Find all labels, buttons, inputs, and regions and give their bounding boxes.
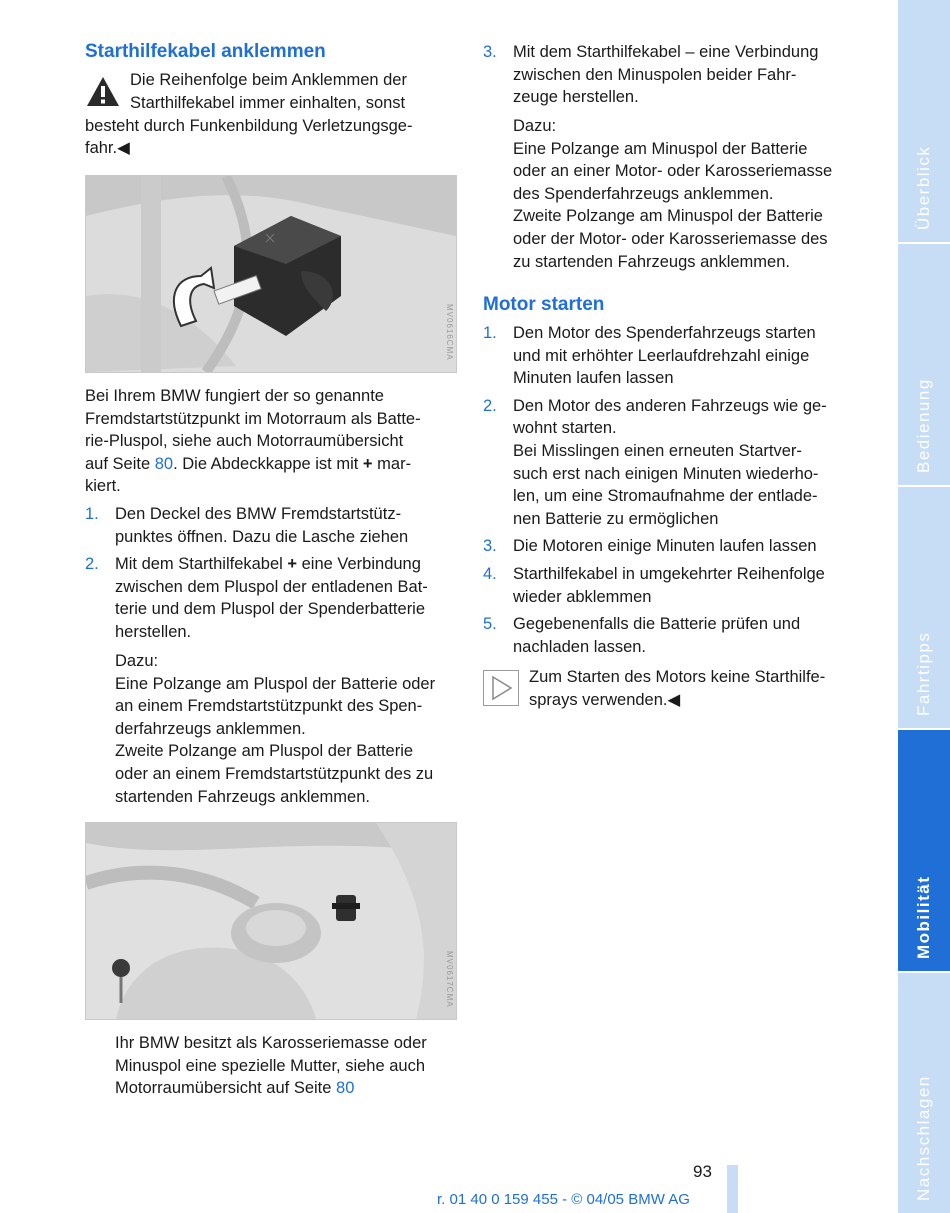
intro-line: Bei Ihrem BMW fungiert der so genannte bbox=[85, 387, 384, 405]
footer-copyright: r. 01 40 0 159 455 - © 04/05 BMW AG bbox=[437, 1191, 690, 1208]
tab-ueberblick[interactable]: Überblick bbox=[898, 0, 950, 242]
intro-paragraph bbox=[85, 385, 455, 498]
dazu-label: Dazu: bbox=[115, 652, 159, 670]
plus-symbol: + bbox=[362, 454, 373, 473]
page-link-80[interactable]: 80 bbox=[154, 454, 174, 473]
page-marker-bar bbox=[727, 1165, 738, 1213]
list-item: 5. Gegebenenfalls die Batterie prüfen und nachladen lassen. bbox=[483, 615, 801, 656]
note-line-1: Zum Starten des Motors keine Starthilfe- bbox=[529, 668, 826, 686]
intro-line: Fremdstartstützpunkt im Motorraum als Batte- bbox=[85, 409, 421, 428]
list-item: 2. Mit dem Starthilfekabel + eine Verbindung zwischen dem Pluspol der entladenen Bat- terie und dem Pluspol der Spenderbatterie herstellen. bbox=[85, 555, 428, 641]
dazu-label: Dazu: bbox=[513, 117, 557, 135]
tab-mobilitaet[interactable]: Mobilität bbox=[898, 730, 950, 971]
right-steps-list bbox=[483, 322, 863, 663]
step-number: 1. bbox=[483, 324, 497, 342]
page-number: 93 bbox=[693, 1162, 712, 1181]
ground-paragraph: Ihr BMW besitzt als Karosseriemasse oder Minuspol eine spezielle Mutter, siehe auch Motorraumübersicht auf Seite 80 bbox=[115, 1034, 427, 1098]
list-item: 3. Mit dem Starthilfekabel – eine Verbindung zwischen den Minuspolen beider Fahr- zeuge herstellen. bbox=[483, 43, 819, 107]
step-number: 5. bbox=[483, 615, 497, 634]
warning-line-3: besteht durch Funkenbildung Verletzungsge- bbox=[85, 117, 413, 135]
step-number: 4. bbox=[483, 564, 497, 583]
note-icon bbox=[483, 670, 519, 706]
page-link-80[interactable]: 80 bbox=[336, 1079, 355, 1098]
tab-nachschlagen[interactable]: Nachschlagen bbox=[898, 973, 950, 1213]
photo-code: MV0616CMA bbox=[445, 304, 454, 361]
tab-fahrtipps[interactable]: Fahrtipps bbox=[898, 487, 950, 728]
list-item: 2. Den Motor des anderen Fahrzeugs wie ge- wohnt starten. Bei Misslingen einen erneuten Startver- such erst nach einigen Minuten wiederho- len, um eine Stromaufnahme der entlade- nen Batterie zu ermöglichen bbox=[483, 396, 827, 528]
section-heading-start-engine: Motor starten bbox=[483, 294, 605, 315]
intro-line: kiert. bbox=[85, 477, 121, 496]
warning-line-4: fahr.◀ bbox=[85, 139, 130, 157]
warning-icon bbox=[85, 74, 121, 110]
right-step-3 bbox=[483, 41, 863, 114]
plus-symbol: + bbox=[287, 555, 298, 574]
list-item: 1. Den Motor des Spenderfahrzeugs starten und mit erhöhter Leerlaufdrehzahl einige Minuten laufen lassen bbox=[483, 324, 816, 388]
step-number: 1. bbox=[85, 505, 99, 523]
photo-code: MV0617CMA bbox=[445, 951, 454, 1008]
step-number: 2. bbox=[483, 396, 497, 415]
warning-line-1: Die Reihenfolge beim Anklemmen der bbox=[130, 71, 407, 89]
step-number: 3. bbox=[483, 537, 497, 556]
list-item: 4. Starthilfekabel in umgekehrter Reihenfolge wieder abklemmen bbox=[483, 564, 825, 606]
step-number: 3. bbox=[483, 43, 497, 61]
photo-jump-start-terminal bbox=[85, 175, 457, 373]
warning-line-2: Starthilfekabel immer einhalten, sonst bbox=[130, 94, 406, 112]
list-item: 1. Den Deckel des BMW Fremdstartstütz- punktes öffnen. Dazu die Lasche ziehen bbox=[85, 505, 409, 546]
note-line-2: sprays verwenden.◀ bbox=[529, 691, 681, 709]
intro-line: rie-Pluspol, siehe auch Motorraumübersicht bbox=[85, 432, 404, 451]
tab-bedienung[interactable]: Bedienung bbox=[898, 244, 950, 485]
section-heading-jumper-cables: Starthilfekabel anklemmen bbox=[85, 41, 326, 62]
list-item: 3. Die Motoren einige Minuten laufen lassen bbox=[483, 535, 863, 558]
right-dazu-block: Dazu: Eine Polzange am Minuspol der Batterie oder an einer Motor- oder Karosseriemasse des Spenderfahrzeugs anklemmen. Zweite Polzange am Minuspol der Batterie oder der Motor- oder Karosseriemasse des zu startenden Fahrzeugs anklemmen. bbox=[513, 115, 863, 273]
left-steps-list bbox=[85, 503, 465, 649]
left-dazu-block: Dazu: Eine Polzange am Pluspol der Batterie oder an einem Fremdstartstützpunkt des Spen- derfahrzeugs anklemmen. Zweite Polzange am Pluspol der Batterie oder an einem Fremdstartstützpunkt des zu startenden Fahrzeugs anklemmen. bbox=[115, 650, 465, 808]
photo-ground-nut bbox=[85, 822, 457, 1020]
step-number: 2. bbox=[85, 555, 99, 574]
intro-line: auf Seite 80. Die Abdeckkappe ist mit + mar- bbox=[85, 454, 412, 473]
